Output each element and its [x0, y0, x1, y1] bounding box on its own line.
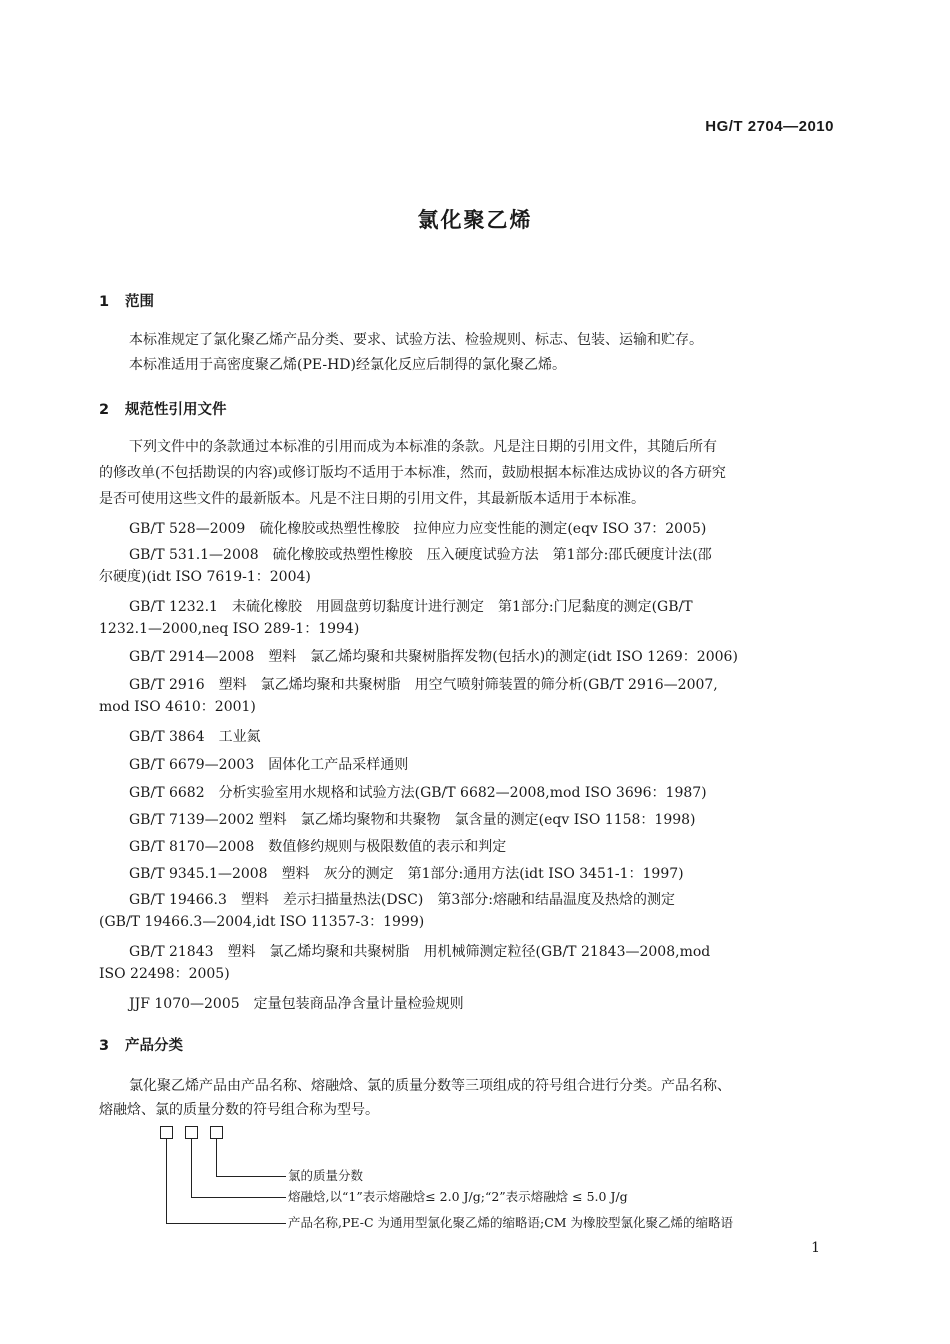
paragraph-line: 的修改单(不包括勘误的内容)或修订版均不适用于本标准，然而，鼓励根据本标准达成协议的各方研究: [99, 465, 726, 481]
placeholder-box-product-name: [160, 1126, 173, 1139]
standard-code: HG/T 2704—2010: [705, 118, 834, 135]
section-1-number: 1: [99, 294, 110, 310]
reference-item-continued: (GB/T 19466.3—2004,idt ISO 11357-3：1999): [99, 914, 425, 930]
normative-references-list: [99, 518, 831, 1015]
reference-item: GB/T 1232.1 未硫化橡胶 用圆盘剪切黏度计进行测定 第1部分:门尼黏度的测定(GB/T: [129, 599, 693, 615]
reference-item-continued: 1232.1—2000,neq ISO 289-1：1994): [99, 621, 360, 637]
section-3-body: [99, 1074, 831, 1122]
section-1-heading: [99, 290, 154, 311]
model-designation-diagram: [160, 1126, 840, 1236]
leader-line-product-h: [166, 1223, 286, 1224]
section-1-body: [99, 328, 831, 378]
section-1-title: 范围: [125, 294, 154, 310]
reference-item: GB/T 2914—2008 塑料 氯乙烯均聚和共聚树脂挥发物(包括水)的测定(idt ISO 1269：2006): [129, 649, 738, 665]
section-3-title: 产品分类: [125, 1038, 183, 1054]
label-chlorine-content: 氯的质量分数: [288, 1168, 364, 1183]
placeholder-box-melting-enthalpy: [185, 1126, 198, 1139]
reference-item: GB/T 528—2009 硫化橡胶或热塑性橡胶 拉伸应力应变性能的测定(eqv ISO 37：2005): [129, 521, 707, 537]
reference-item: GB/T 6679—2003 固体化工产品采样通则: [129, 757, 409, 773]
label-product-name: 产品名称,PE-C 为通用型氯化聚乙烯的缩略语;CM 为橡胶型氯化聚乙烯的缩略语: [288, 1215, 734, 1230]
paragraph: 本标准规定了氯化聚乙烯产品分类、要求、试验方法、检验规则、标志、包装、运输和贮存。: [129, 332, 703, 348]
leader-line-enthalpy-h: [191, 1197, 286, 1198]
leader-line-enthalpy: [191, 1139, 192, 1197]
reference-item: GB/T 21843 塑料 氯乙烯均聚和共聚树脂 用机械筛测定粒径(GB/T 21843—2008,mod: [129, 944, 711, 960]
label-melting-enthalpy: 熔融焓,以“1”表示熔融焓≤ 2.0 J/g;“2”表示熔融焓 ≤ 5.0 J/g: [288, 1189, 628, 1204]
leader-line-chlorine: [216, 1139, 217, 1176]
section-2-intro: [99, 434, 831, 512]
section-2-heading: [99, 398, 227, 419]
reference-item: GB/T 8170—2008 数值修约规则与极限数值的表示和判定: [129, 839, 507, 855]
reference-item: GB/T 6682 分析实验室用水规格和试验方法(GB/T 6682—2008,mod ISO 3696：1987): [129, 785, 707, 801]
section-2-number: 2: [99, 402, 110, 418]
reference-item: JJF 1070—2005 定量包装商品净含量计量检验规则: [129, 996, 464, 1012]
leader-line-chlorine-h: [216, 1176, 286, 1177]
paragraph-line: 氯化聚乙烯产品由产品名称、熔融焓、氯的质量分数等三项组成的符号组合进行分类。产品名称、: [129, 1078, 731, 1094]
placeholder-box-chlorine-content: [210, 1126, 223, 1139]
paragraph: 本标准适用于高密度聚乙烯(PE-HD)经氯化反应后制得的氯化聚乙烯。: [129, 357, 566, 373]
reference-item-continued: mod ISO 4610：2001): [99, 699, 256, 715]
page-number: 1: [811, 1240, 820, 1256]
reference-item: GB/T 531.1—2008 硫化橡胶或热塑性橡胶 压入硬度试验方法 第1部分:邵氏硬度计法(邵: [129, 547, 712, 563]
reference-item: GB/T 7139—2002 塑料 氯乙烯均聚物和共聚物 氯含量的测定(eqv ISO 1158：1998): [129, 812, 696, 828]
reference-item: GB/T 3864 工业氮: [129, 729, 261, 745]
reference-item: GB/T 9345.1—2008 塑料 灰分的测定 第1部分:通用方法(idt ISO 3451-1：1997): [129, 866, 684, 882]
reference-item: GB/T 2916 塑料 氯乙烯均聚和共聚树脂 用空气喷射筛装置的筛分析(GB/T 2916—2007,: [129, 677, 718, 693]
section-2-title: 规范性引用文件: [125, 402, 227, 418]
section-3-heading: [99, 1034, 183, 1055]
paragraph-line: 熔融焓、氯的质量分数的符号组合称为型号。: [99, 1102, 379, 1118]
paragraph-line: 下列文件中的条款通过本标准的引用而成为本标准的条款。凡是注日期的引用文件，其随后所有: [129, 439, 717, 455]
section-3-number: 3: [99, 1038, 110, 1054]
paragraph-line: 是否可使用这些文件的最新版本。凡是不注日期的引用文件，其最新版本适用于本标准。: [99, 491, 645, 507]
document-title: 氯化聚乙烯: [417, 208, 533, 232]
reference-item: GB/T 19466.3 塑料 差示扫描量热法(DSC) 第3部分:熔融和结晶温度及热焓的测定: [129, 892, 675, 908]
reference-item-continued: ISO 22498：2005): [99, 966, 230, 982]
leader-line-product: [166, 1139, 167, 1223]
reference-item-continued: 尔硬度)(idt ISO 7619-1：2004): [99, 569, 311, 585]
